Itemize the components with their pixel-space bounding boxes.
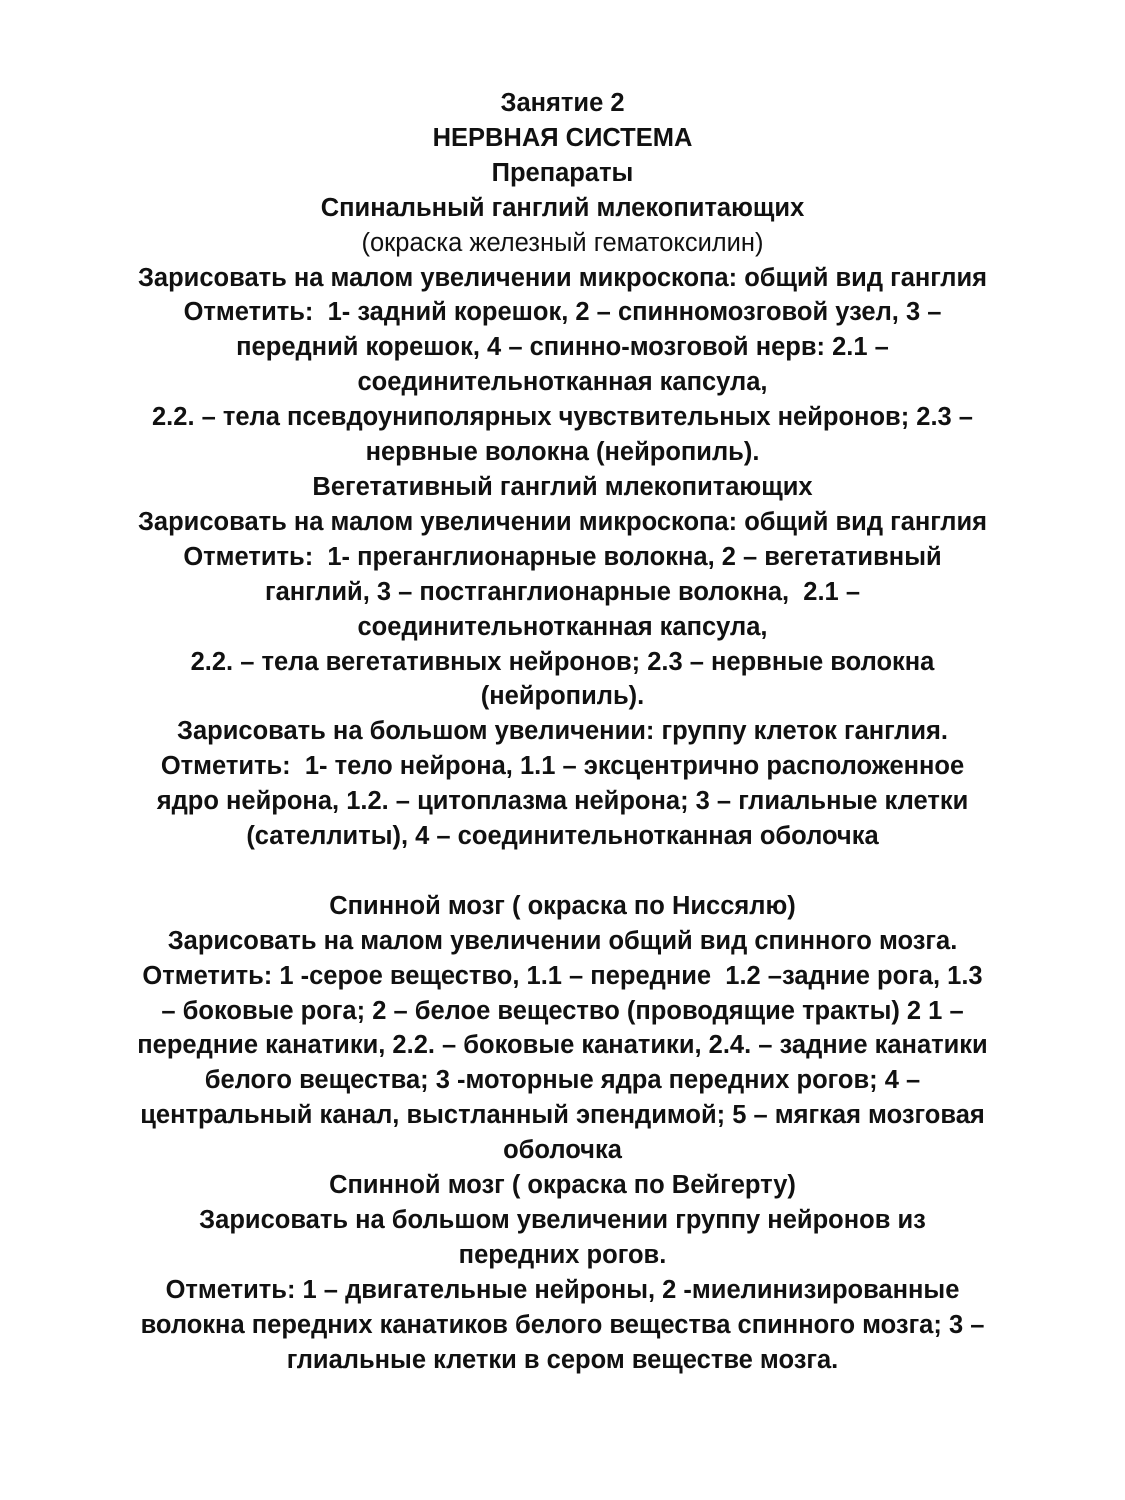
lesson-title: Занятие 2 [500,89,625,117]
section1-line: соединительнотканная капсула, [357,368,768,397]
section2-line: Зарисовать на большом увеличении: группу клеток ганглия. [176,717,948,746]
section4-line: передних рогов. [458,1240,667,1269]
section1-line: передний корешок, 4 – спинно-мозговой нерв: 2.1 – [236,333,889,362]
section3-line: центральный канал, выстланный эпендимой; 5 – мягкая мозговая [140,1101,985,1130]
section3-line: оболочка [503,1136,622,1165]
section1-line: Отметить: 1- задний корешок, 2 – спинномозговой узел, 3 – [183,298,942,327]
section2-line: ядро нейрона, 1.2. – цитоплазма нейрона; 3 – глиальные клетки [156,787,969,816]
section2-line: ганглий, 3 – постганглионарные волокна, 2.1 – [264,577,861,606]
section1-line: 2.2. – тела псевдоуниполярных чувствительных нейронов; 2.3 – [152,403,973,432]
section2-line: Отметить: 1- преганглионарные волокна, 2 – вегетативный [183,542,942,571]
section3-title: Спинной мозг ( окраска по Ниссялю) [329,891,796,920]
preparations-heading: Препараты [491,158,634,187]
section1-line: Зарисовать на малом увеличении микроскопа: общий вид ганглия [137,263,988,292]
section2-line: 2.2. – тела вегетативных нейронов; 2.3 – нервные волокна [190,647,935,676]
section3-line: – боковые рога; 2 – белое вещество (проводящие тракты) 2 1 – [161,996,964,1025]
section3-line: передние канатики, 2.2. – боковые канатики, 2.4. – задние канатики [137,1031,988,1060]
section1-stain: (окраска железный гематоксилин) [361,228,764,257]
section4-title: Спинной мозг ( окраска по Вейгерту) [329,1171,796,1200]
section1-title: Спинальный ганглий млекопитающих [320,193,805,222]
section1-line: нервные волокна (нейропиль). [365,438,760,467]
section4-line: Отметить: 1 – двигательные нейроны, 2 -миелинизированные [165,1275,960,1304]
section2-line: Отметить: 1- тело нейрона, 1.1 – эксцентрично расположенное [160,752,965,781]
blank-line [0,854,1125,889]
section2-line: соединительнотканная капсула, [357,612,768,641]
topic-title: НЕРВНАЯ СИСТЕМА [432,123,693,152]
section2-line: (нейропиль). [480,682,645,711]
section4-line: глиальные клетки в сером веществе мозга. [286,1345,839,1374]
section2-line: (сателлиты), 4 – соединительнотканная оболочка [246,822,879,851]
section3-line: белого вещества; 3 -моторные ядра передних рогов; 4 – [204,1066,921,1095]
document-page [0,86,1125,1378]
section2-title: Вегетативный ганглий млекопитающих [312,472,813,501]
section2-line: Зарисовать на малом увеличении микроскопа: общий вид ганглия [137,507,988,536]
section3-line: Отметить: 1 -серое вещество, 1.1 – передние 1.2 –задние рога, 1.3 [142,961,983,990]
section4-line: волокна передних канатиков белого вещества спинного мозга; 3 – [140,1310,985,1339]
section3-line: Зарисовать на малом увеличении общий вид спинного мозга. [167,926,958,955]
section4-line: Зарисовать на большом увеличении группу нейронов из [199,1205,926,1234]
